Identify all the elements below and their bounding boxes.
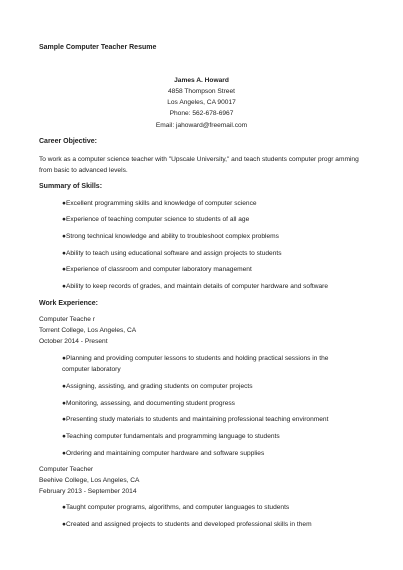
job-duty: ●Assigning, assisting, and grading students on computer projects <box>62 383 253 390</box>
job-duty: ●Presenting study materials to students and maintaining professional teaching environment <box>62 416 329 423</box>
contact-street: 4858 Thompson Street <box>168 88 235 95</box>
document-title: Sample Computer Teacher Resume <box>39 44 157 51</box>
job-duty: ●Created and assigned projects to students and developed professional skills in them <box>62 521 312 528</box>
job-dates: October 2014 - Present <box>39 338 108 345</box>
job-duty: ●Monitoring, assessing, and documenting student progress <box>62 400 235 407</box>
skills-heading: Summary of Skills: <box>39 183 103 190</box>
work-experience-heading: Work Experience: <box>39 300 99 307</box>
career-objective-text: To work as a computer science teacher with "Upscale University," and teach students computer progr amming from basic to advanced levels. <box>39 156 359 174</box>
job-duty: ●Planning and providing computer lessons to students and holding practical sessions in the computer laboratory <box>62 355 329 373</box>
skill-item: ●Experience of classroom and computer laboratory management <box>62 266 252 273</box>
job-dates: February 2013 - September 2014 <box>39 488 137 495</box>
job-title: Computer Teache r <box>39 316 95 323</box>
skill-item: ●Ability to keep records of grades, and maintain details of computer hardware and software <box>62 283 329 290</box>
contact-phone: Phone: 562-678-6967 <box>169 110 234 117</box>
skill-item: ●Excellent programming skills and knowledge of computer science <box>62 200 257 207</box>
skill-item: ●Strong technical knowledge and ability to troubleshoot complex problems <box>62 233 279 240</box>
job-employer: Beehive College, Los Angeles, CA <box>39 477 140 484</box>
skill-item: ●Ability to teach using educational software and assign projects to students <box>62 250 282 257</box>
career-objective-heading: Career Objective: <box>39 138 97 145</box>
skill-item: ●Experience of teaching computer science to students of all age <box>62 216 250 223</box>
job-employer: Torrent College, Los Angeles, CA <box>39 327 137 334</box>
job-duty: ●Ordering and maintaining computer hardware and software supplies <box>62 450 265 457</box>
contact-email: Email: jahoward@freemail.com <box>155 122 248 129</box>
job-duty: ●Teaching computer fundamentals and programming language to students <box>62 433 280 440</box>
contact-name: James A. Howard <box>174 77 229 84</box>
contact-city: Los Angeles, CA 90017 <box>167 99 236 106</box>
job-title: Computer Teacher <box>39 466 94 473</box>
job-duty: ●Taught computer programs, algorithms, and computer languages to students <box>62 504 290 511</box>
